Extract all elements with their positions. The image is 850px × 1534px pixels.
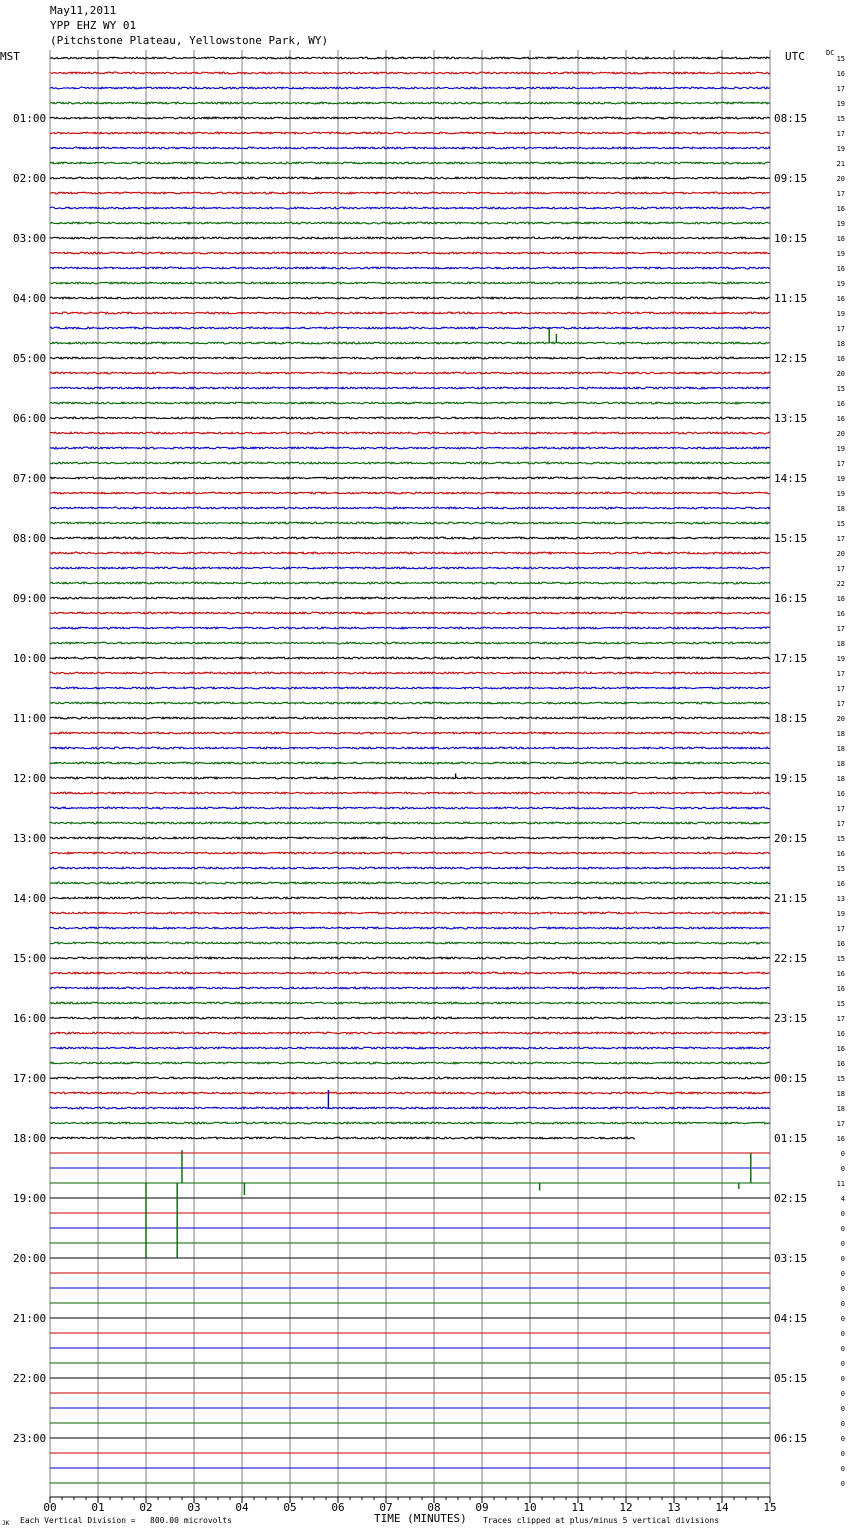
clip-note: Traces clipped at plus/minus 5 vertical divisions — [483, 1516, 720, 1525]
left-timezone-label: MST — [0, 50, 20, 63]
trace-line — [50, 1077, 770, 1079]
trace-line — [50, 927, 770, 929]
dc-offset-value: 17 — [836, 460, 845, 468]
x-tick-label: 04 — [235, 1501, 249, 1514]
trace-line — [50, 522, 770, 524]
dc-offset-value: 19 — [836, 910, 845, 918]
dc-offset-value: 0 — [840, 1270, 845, 1278]
x-axis-title: TIME (MINUTES) — [374, 1512, 467, 1525]
dc-offset-value: 15 — [836, 955, 845, 963]
dc-offset-value: 16 — [836, 880, 845, 888]
dc-offset-value: 0 — [840, 1315, 845, 1323]
dc-offset-value: 18 — [836, 505, 845, 513]
dc-offset-value: 17 — [836, 190, 845, 198]
trace-line — [50, 252, 770, 254]
dc-offset-column — [837, 55, 845, 1488]
trace-line — [50, 1107, 770, 1109]
trace-line — [50, 357, 770, 359]
x-tick-label: 05 — [283, 1501, 297, 1514]
trace-line — [50, 1047, 770, 1049]
right-hour-label: 02:15 — [774, 1192, 808, 1205]
dc-offset-value: 0 — [840, 1435, 845, 1443]
trace-line — [50, 57, 770, 59]
dc-offset-value: 17 — [836, 685, 845, 693]
dc-offset-value: 18 — [836, 1105, 845, 1113]
right-hour-label: 15:15 — [774, 532, 808, 545]
dc-offset-value: 16 — [836, 850, 845, 858]
dc-offset-value: 15 — [836, 835, 845, 843]
trace-line — [50, 792, 770, 794]
trace-line — [50, 702, 770, 704]
trace-line — [50, 177, 770, 179]
dc-offset-value: 16 — [836, 970, 845, 978]
dc-offset-value: 18 — [836, 340, 845, 348]
left-hour-label: 01:00 — [13, 112, 47, 125]
dc-offset-value: 16 — [836, 790, 845, 798]
trace-line — [50, 1122, 770, 1124]
trace-line — [50, 162, 770, 164]
left-hour-label: 21:00 — [13, 1312, 47, 1325]
dc-offset-value: 0 — [840, 1390, 845, 1398]
trace-line — [50, 327, 770, 329]
dc-offset-value: 18 — [836, 745, 845, 753]
right-hour-label: 01:15 — [774, 1132, 808, 1145]
dc-offset-value: 18 — [836, 640, 845, 648]
dc-offset-value: 15 — [836, 865, 845, 873]
right-hour-label: 14:15 — [774, 472, 808, 485]
trace-line — [50, 87, 770, 89]
right-hour-label: 12:15 — [774, 352, 808, 365]
right-hour-label: 08:15 — [774, 112, 808, 125]
trace-line — [50, 552, 770, 554]
right-hour-label: 22:15 — [774, 952, 808, 965]
dc-offset-value: 16 — [836, 235, 845, 243]
dc-offset-value: 0 — [840, 1165, 845, 1173]
trace-line — [50, 237, 770, 239]
trace-line — [50, 372, 770, 374]
left-hour-label: 04:00 — [13, 292, 47, 305]
trace-line — [50, 807, 770, 809]
corner-mark: JK — [2, 1520, 10, 1527]
trace-lines — [50, 57, 770, 1483]
dc-offset-value: 19 — [836, 310, 845, 318]
station-location: (Pitchstone Plateau, Yellowstone Park, WY) — [50, 34, 329, 47]
dc-offset-value: 18 — [836, 1090, 845, 1098]
trace-line — [50, 447, 770, 449]
dc-offset-value: 19 — [836, 475, 845, 483]
trace-line — [50, 432, 770, 434]
trace-line — [50, 207, 770, 209]
dc-offset-value: 21 — [836, 160, 845, 168]
trace-line — [50, 342, 770, 344]
trace-line — [50, 282, 770, 284]
dc-offset-value: 16 — [836, 205, 845, 213]
dc-offset-value: 17 — [836, 325, 845, 333]
trace-line — [50, 627, 770, 629]
dc-offset-value: 0 — [840, 1150, 845, 1158]
trace-line — [50, 537, 770, 539]
trace-line — [50, 852, 770, 854]
dc-offset-value: 15 — [836, 55, 845, 63]
dc-offset-value: 20 — [836, 430, 845, 438]
trace-line — [50, 492, 770, 494]
x-tick-label: 08 — [427, 1501, 441, 1514]
dc-offset-value: 19 — [836, 100, 845, 108]
right-hour-label: 21:15 — [774, 892, 808, 905]
dc-offset-value: 17 — [836, 625, 845, 633]
dc-offset-value: 20 — [836, 370, 845, 378]
trace-line — [50, 732, 770, 734]
left-hour-label: 09:00 — [13, 592, 47, 605]
left-hour-label: 22:00 — [13, 1372, 47, 1385]
trace-line — [50, 567, 770, 569]
trace-line — [50, 297, 770, 299]
trace-line — [50, 672, 770, 674]
trace-line — [50, 417, 770, 419]
dc-offset-value: 18 — [836, 760, 845, 768]
right-hour-label: 00:15 — [774, 1072, 808, 1085]
station-code: YPP EHZ WY 01 — [50, 19, 137, 32]
trace-line — [50, 942, 770, 944]
vertical-division-note: Each Vertical Division = 800.00 microvolts — [20, 1516, 232, 1525]
right-timezone-label: UTC — [785, 50, 805, 63]
trace-line — [50, 957, 770, 959]
dc-offset-value: 0 — [840, 1240, 845, 1248]
trace-line — [50, 822, 770, 824]
time-grid — [50, 50, 770, 1497]
x-tick-label: 09 — [475, 1501, 489, 1514]
dc-offset-value: 17 — [836, 925, 845, 933]
left-hour-label: 17:00 — [13, 1072, 47, 1085]
left-hour-label: 08:00 — [13, 532, 47, 545]
dc-offset-value: 0 — [840, 1330, 845, 1338]
x-tick-label: 00 — [43, 1501, 57, 1514]
left-hour-label: 06:00 — [13, 412, 47, 425]
dc-offset-value: 16 — [836, 70, 845, 78]
right-hour-label: 11:15 — [774, 292, 808, 305]
record-date: May11,2011 — [50, 4, 117, 17]
dc-offset-value: 16 — [836, 1135, 845, 1143]
right-hour-label: 16:15 — [774, 592, 808, 605]
right-hour-label: 23:15 — [774, 1012, 808, 1025]
x-tick-label: 02 — [139, 1501, 153, 1514]
dc-offset-value: 17 — [836, 565, 845, 573]
dc-offset-value: 22 — [836, 580, 845, 588]
dc-offset-value: 17 — [836, 1120, 845, 1128]
x-tick-label: 01 — [91, 1501, 105, 1514]
dc-offset-value: 15 — [836, 385, 845, 393]
dc-offset-value: 16 — [836, 295, 845, 303]
left-hour-label: 02:00 — [13, 172, 47, 185]
dc-offset-value: 16 — [836, 985, 845, 993]
x-tick-label: 14 — [715, 1501, 729, 1514]
dc-offset-value: 19 — [836, 445, 845, 453]
left-hour-label: 20:00 — [13, 1252, 47, 1265]
dc-offset-value: 16 — [836, 940, 845, 948]
left-hour-label: 11:00 — [13, 712, 47, 725]
dc-offset-value: 15 — [836, 520, 845, 528]
dc-offset-value: 17 — [836, 535, 845, 543]
dc-offset-value: 0 — [840, 1345, 845, 1353]
dc-offset-value: 0 — [840, 1300, 845, 1308]
right-hour-label: 03:15 — [774, 1252, 808, 1265]
dc-offset-value: 0 — [840, 1420, 845, 1428]
trace-line — [50, 762, 770, 764]
left-hour-label: 14:00 — [13, 892, 47, 905]
dc-offset-value: 18 — [836, 775, 845, 783]
trace-line — [50, 1002, 770, 1004]
dc-offset-value: 17 — [836, 670, 845, 678]
right-hour-label: 18:15 — [774, 712, 808, 725]
dc-offset-value: 16 — [836, 400, 845, 408]
trace-line — [50, 312, 770, 314]
right-hour-label: 05:15 — [774, 1372, 808, 1385]
x-tick-label: 11 — [571, 1501, 585, 1514]
trace-line — [50, 1062, 770, 1064]
trace-line — [50, 1092, 770, 1094]
dc-offset-value: 17 — [836, 805, 845, 813]
dc-offset-value: 17 — [836, 130, 845, 138]
right-hour-label: 20:15 — [774, 832, 808, 845]
trace-line — [50, 657, 770, 659]
trace-line — [50, 687, 770, 689]
dc-offset-value: 20 — [836, 550, 845, 558]
trace-line — [50, 837, 770, 839]
trace-line — [50, 132, 770, 134]
left-hour-label: 03:00 — [13, 232, 47, 245]
trace-line — [50, 1137, 635, 1139]
right-hour-label: 19:15 — [774, 772, 808, 785]
trace-line — [50, 1032, 770, 1034]
dc-offset-value: 0 — [840, 1375, 845, 1383]
dc-offset-value: 16 — [836, 355, 845, 363]
left-hour-label: 12:00 — [13, 772, 47, 785]
dc-offset-value: 20 — [836, 175, 845, 183]
dc-offset-value: 19 — [836, 220, 845, 228]
left-hour-label: 23:00 — [13, 1432, 47, 1445]
right-hour-label: 17:15 — [774, 652, 808, 665]
trace-line — [50, 777, 770, 779]
dc-offset-value: 0 — [840, 1360, 845, 1368]
left-hour-label: 15:00 — [13, 952, 47, 965]
dc-offset-value: 0 — [840, 1255, 845, 1263]
trace-line — [50, 267, 770, 269]
dc-offset-value: 0 — [840, 1210, 845, 1218]
trace-line — [50, 72, 770, 74]
trace-line — [50, 612, 770, 614]
trace-line — [50, 582, 770, 584]
dc-offset-value: 17 — [836, 820, 845, 828]
dc-offset-value: 15 — [836, 115, 845, 123]
trace-line — [50, 477, 770, 479]
right-hour-label: 10:15 — [774, 232, 808, 245]
trace-line — [50, 117, 770, 119]
trace-line — [50, 717, 770, 719]
trace-line — [50, 747, 770, 749]
trace-line — [50, 987, 770, 989]
dc-offset-value: 20 — [836, 715, 845, 723]
trace-line — [50, 912, 770, 914]
right-hour-label: 13:15 — [774, 412, 808, 425]
trace-line — [50, 1017, 770, 1019]
trace-line — [50, 972, 770, 974]
x-tick-label: 10 — [523, 1501, 537, 1514]
trace-line — [50, 192, 770, 194]
left-hour-label: 16:00 — [13, 1012, 47, 1025]
x-tick-label: 03 — [187, 1501, 201, 1514]
trace-line — [50, 462, 770, 464]
dc-offset-value: 16 — [836, 415, 845, 423]
dc-offset-value: 0 — [840, 1465, 845, 1473]
trace-line — [50, 147, 770, 149]
trace-line — [50, 597, 770, 599]
right-hour-label: 04:15 — [774, 1312, 808, 1325]
dc-offset-value: 11 — [836, 1180, 845, 1188]
x-tick-label: 07 — [379, 1501, 393, 1514]
trace-line — [50, 402, 770, 404]
trace-line — [50, 507, 770, 509]
dc-offset-value: 19 — [836, 145, 845, 153]
dc-offset-value: 16 — [836, 610, 845, 618]
right-hour-label: 09:15 — [774, 172, 808, 185]
dc-offset-value: 17 — [836, 1015, 845, 1023]
left-hour-label: 18:00 — [13, 1132, 47, 1145]
dc-offset-value: 0 — [840, 1405, 845, 1413]
left-hour-label: 05:00 — [13, 352, 47, 365]
dc-column-header: DC — [826, 49, 835, 57]
trace-line — [50, 642, 770, 644]
dc-offset-value: 16 — [836, 265, 845, 273]
x-tick-label: 12 — [619, 1501, 633, 1514]
dc-offset-value: 17 — [836, 700, 845, 708]
dc-offset-value: 19 — [836, 490, 845, 498]
trace-line — [50, 897, 770, 899]
dc-offset-value: 0 — [840, 1480, 845, 1488]
left-hour-label: 13:00 — [13, 832, 47, 845]
trace-line — [50, 882, 770, 884]
dc-offset-value: 19 — [836, 280, 845, 288]
trace-line — [50, 222, 770, 224]
dc-offset-value: 16 — [836, 1060, 845, 1068]
x-tick-label: 13 — [667, 1501, 681, 1514]
dc-offset-value: 15 — [836, 1000, 845, 1008]
dc-offset-value: 16 — [836, 1030, 845, 1038]
trace-line — [50, 867, 770, 869]
dc-offset-value: 18 — [836, 730, 845, 738]
x-tick-label: 15 — [763, 1501, 777, 1514]
dc-offset-value: 17 — [836, 85, 845, 93]
dc-offset-value: 16 — [836, 1045, 845, 1053]
left-hour-label: 10:00 — [13, 652, 47, 665]
dc-offset-value: 16 — [836, 595, 845, 603]
dc-offset-value: 0 — [840, 1450, 845, 1458]
dc-offset-value: 19 — [836, 655, 845, 663]
x-tick-label: 06 — [331, 1501, 345, 1514]
left-hour-label: 07:00 — [13, 472, 47, 485]
dc-offset-value: 13 — [836, 895, 845, 903]
dc-offset-value: 19 — [836, 250, 845, 258]
dc-offset-value: 15 — [836, 1075, 845, 1083]
dc-offset-value: 4 — [840, 1195, 845, 1203]
dc-offset-value: 0 — [840, 1285, 845, 1293]
right-hour-label: 06:15 — [774, 1432, 808, 1445]
trace-line — [50, 102, 770, 104]
dc-offset-value: 0 — [840, 1225, 845, 1233]
left-hour-label: 19:00 — [13, 1192, 47, 1205]
trace-line — [50, 387, 770, 389]
